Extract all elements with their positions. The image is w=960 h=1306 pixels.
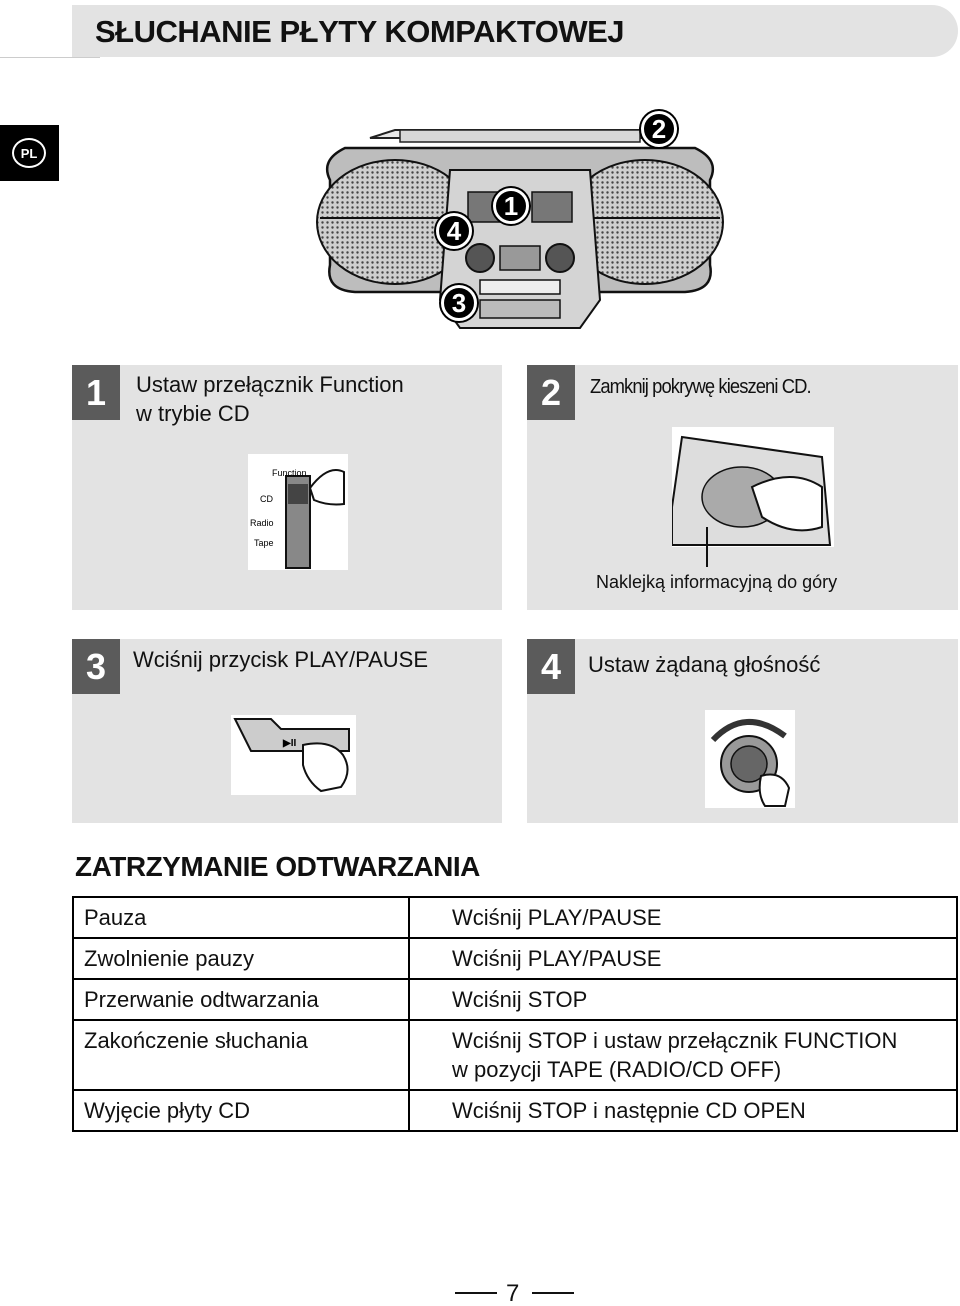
table-cell-instruction: Wciśnij STOP (409, 979, 957, 1020)
table-row (73, 1020, 957, 1090)
switch-label-radio: Radio (250, 518, 274, 528)
table-row (73, 1090, 957, 1131)
switch-label-tape: Tape (254, 538, 274, 548)
section-title: ZATRZYMANIE ODTWARZANIA (75, 851, 480, 882)
callout-badge-1: 1 (493, 188, 529, 224)
step-2-panel (527, 365, 958, 610)
boombox-illustration (300, 100, 740, 340)
callout-badge-3: 3 (441, 285, 477, 321)
table-cell-instruction: Wciśnij PLAY/PAUSE (409, 938, 957, 979)
step-number: 2 (527, 365, 575, 420)
stop-playback-table (72, 896, 958, 1132)
page-number: 7 (506, 1280, 520, 1306)
table-cell-instruction: Wciśnij STOP i następnie CD OPEN (409, 1090, 957, 1131)
page-footer (0, 1280, 960, 1306)
table-row (73, 897, 957, 938)
table-cell-action: Zwolnienie pauzy (73, 938, 409, 979)
callout-badge-2: 2 (641, 111, 677, 147)
footer-rule-left (455, 1292, 497, 1294)
step-number: 3 (72, 639, 120, 694)
callout-badge-4: 4 (436, 213, 472, 249)
table-cell-instruction: Wciśnij PLAY/PAUSE (409, 897, 957, 938)
step-number: 4 (527, 639, 575, 694)
table-cell-action: Wyjęcie płyty CD (73, 1090, 409, 1131)
step-4-instruction: Ustaw żądaną głośność (588, 652, 821, 677)
step-1-instruction: Ustaw przełącznik Function w trybie CD (136, 372, 404, 426)
play-pause-button-illustration (231, 715, 356, 795)
step-3-instruction: Wciśnij przycisk PLAY/PAUSE (133, 647, 429, 672)
page-title: SŁUCHANIE PŁYTY KOMPAKTOWEJ (95, 14, 625, 49)
table-cell-action: Pauza (73, 897, 409, 938)
table-cell-action: Zakończenie słuchania (73, 1020, 409, 1090)
play-pause-icon: ▶II (283, 738, 297, 749)
step-number: 1 (72, 365, 120, 420)
volume-knob-illustration (705, 710, 795, 808)
table-cell-instruction: Wciśnij STOP i ustaw przełącznik FUNCTION w pozycji TAPE (RADIO/CD OFF) (409, 1020, 957, 1090)
header-divider (0, 57, 100, 58)
function-switch-illustration (248, 454, 348, 570)
switch-label-function: Function (272, 468, 307, 478)
step-1-panel (72, 365, 502, 610)
step-3-panel (72, 639, 502, 823)
cd-lid-illustration (672, 427, 834, 567)
step-2-instruction: Zamknij pokrywę kieszeni CD. (590, 376, 811, 398)
language-label: PL (12, 138, 46, 168)
table-row (73, 979, 957, 1020)
switch-label-cd: CD (260, 494, 273, 504)
footer-rule-right (532, 1292, 574, 1294)
step-4-panel (527, 639, 958, 823)
sticker-caption: Naklejką informacyjną do góry (596, 572, 838, 592)
table-row (73, 938, 957, 979)
table-cell-action: Przerwanie odtwarzania (73, 979, 409, 1020)
language-tab (0, 125, 59, 181)
